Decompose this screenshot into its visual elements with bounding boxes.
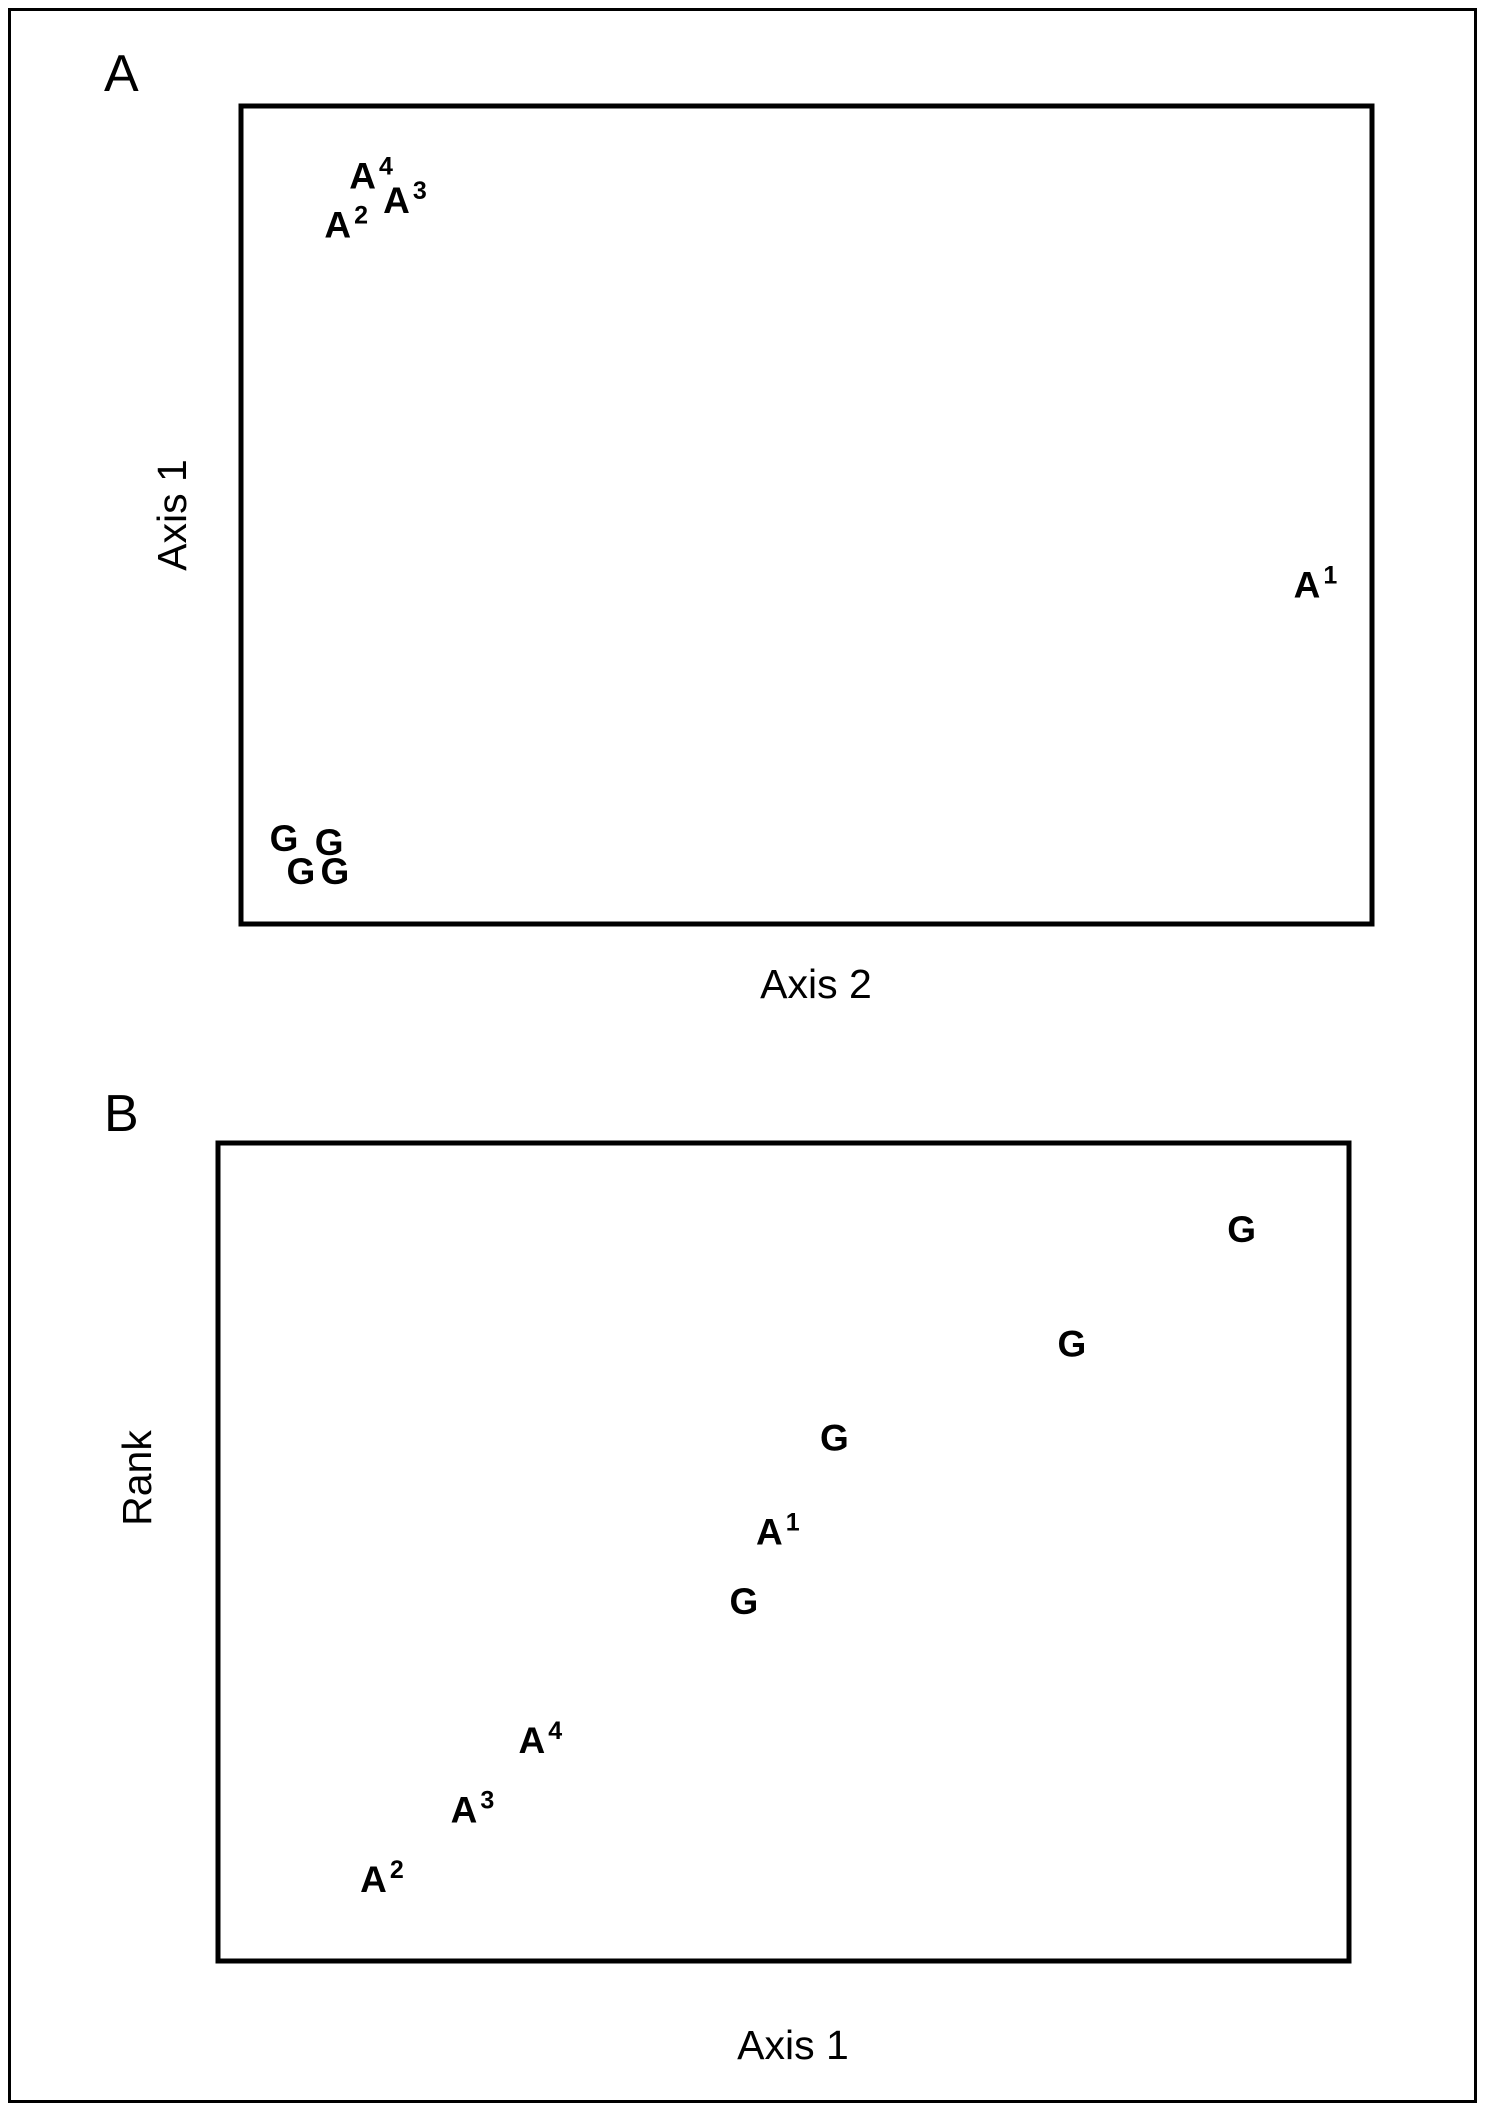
point-label-b: A $^2$ [360,1856,404,1901]
point-label-a: A $^3$ [383,177,427,222]
chart-panel-b [114,1143,1349,2068]
y-axis-label-b: Rank [114,1430,160,1526]
point-superscript: 3 [412,177,427,206]
point-label-b: G [1227,1208,1256,1250]
point-label-a: G [286,850,316,892]
point-superscript: 4 [548,1717,563,1746]
point-label-b: G [729,1581,759,1623]
point-superscript: 1 [1323,561,1338,590]
y-axis-label-a: Axis 1 [149,459,195,571]
point-label-a: A $^2$ [324,201,369,246]
point-label-b: A $^4$ [518,1717,563,1762]
point-label-a: A $^4$ [349,152,393,197]
point-label-b: G [1057,1323,1087,1365]
plot-area-a [241,106,1372,924]
points-group-a [270,153,1338,892]
x-axis-label-b: Axis 1 [737,2022,849,2068]
point-label-a: G [314,822,344,864]
x-axis-label-a: Axis 2 [760,961,872,1007]
panel-label-a: A [104,45,139,103]
point-superscript: 3 [480,1786,495,1815]
point-label-b: A $^1$ [755,1508,800,1553]
point-superscript: 1 [785,1508,800,1537]
chart-panel-a [149,106,1372,1007]
panel-label-b: B [104,1085,139,1143]
point-label-a: A $^1$ [1293,561,1338,606]
point-superscript: 4 [379,152,393,181]
point-label-a: G [269,818,299,860]
plot-area-b [218,1143,1349,1961]
points-group-b [360,1209,1256,1900]
point-label-a: G [320,850,350,892]
point-superscript: 2 [354,201,369,230]
point-superscript: 2 [389,1856,404,1885]
point-label-b: A $^3$ [450,1786,495,1831]
point-label-b: G [820,1417,849,1459]
